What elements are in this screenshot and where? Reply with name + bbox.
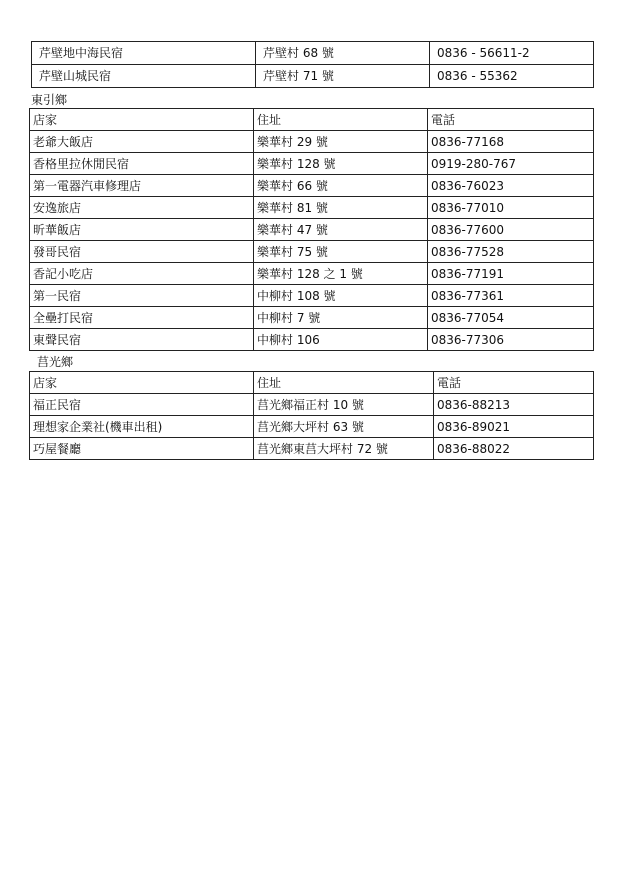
table-row bbox=[32, 65, 594, 88]
header-phone: 電話 bbox=[428, 109, 594, 131]
store-name-cell: 第一民宿 bbox=[30, 285, 254, 307]
address-cell: 樂華村 128 號 bbox=[254, 153, 428, 175]
table-row bbox=[30, 153, 594, 175]
address-cell: 樂華村 128 之 1 號 bbox=[254, 263, 428, 285]
table-row bbox=[30, 307, 594, 329]
table-row bbox=[30, 241, 594, 263]
phone-cell: 0836-76023 bbox=[428, 175, 594, 197]
phone-cell: 0836-77010 bbox=[428, 197, 594, 219]
address-cell: 莒光鄉大坪村 63 號 bbox=[254, 416, 434, 438]
phone-cell: 0836-77306 bbox=[428, 329, 594, 351]
table-row bbox=[30, 197, 594, 219]
phone-cell: 0836-88022 bbox=[434, 438, 594, 460]
section-title-juguang: 莒光鄉 bbox=[37, 355, 74, 369]
address-cell: 莒光鄉東莒大坪村 72 號 bbox=[254, 438, 434, 460]
phone-cell: 0836-88213 bbox=[434, 394, 594, 416]
phone-cell: 0836-89021 bbox=[434, 416, 594, 438]
store-name-cell: 全壘打民宿 bbox=[30, 307, 254, 329]
table-header-row bbox=[30, 372, 594, 394]
store-name-cell: 安逸旅店 bbox=[30, 197, 254, 219]
table-row bbox=[30, 394, 594, 416]
dongyin-table bbox=[29, 108, 594, 351]
header-phone: 電話 bbox=[434, 372, 594, 394]
header-store: 店家 bbox=[30, 372, 254, 394]
store-name-cell: 芹壁山城民宿 bbox=[32, 65, 256, 88]
address-cell: 樂華村 75 號 bbox=[254, 241, 428, 263]
table-row bbox=[30, 131, 594, 153]
store-name-cell: 香記小吃店 bbox=[30, 263, 254, 285]
store-name-cell: 昕華飯店 bbox=[30, 219, 254, 241]
address-cell: 樂華村 66 號 bbox=[254, 175, 428, 197]
store-name-cell: 巧屋餐廳 bbox=[30, 438, 254, 460]
phone-cell: 0836-77054 bbox=[428, 307, 594, 329]
store-name-cell: 發哥民宿 bbox=[30, 241, 254, 263]
table-row bbox=[30, 285, 594, 307]
juguang-table bbox=[29, 371, 594, 460]
table-row bbox=[30, 175, 594, 197]
address-cell: 中柳村 108 號 bbox=[254, 285, 428, 307]
store-name-cell: 福正民宿 bbox=[30, 394, 254, 416]
table-row bbox=[30, 263, 594, 285]
phone-cell: 0919-280-767 bbox=[428, 153, 594, 175]
top-table bbox=[31, 41, 594, 88]
store-name-cell: 理想家企業社(機車出租) bbox=[30, 416, 254, 438]
table-header-row bbox=[30, 109, 594, 131]
store-name-cell: 第一電器汽車修理店 bbox=[30, 175, 254, 197]
phone-cell: 0836 - 56611-2 bbox=[430, 42, 594, 65]
phone-cell: 0836-77528 bbox=[428, 241, 594, 263]
table-row bbox=[30, 438, 594, 460]
address-cell: 芹壁村 71 號 bbox=[256, 65, 430, 88]
address-cell: 樂華村 81 號 bbox=[254, 197, 428, 219]
header-address: 住址 bbox=[254, 109, 428, 131]
header-address: 住址 bbox=[254, 372, 434, 394]
store-name-cell: 東聲民宿 bbox=[30, 329, 254, 351]
table-row bbox=[30, 329, 594, 351]
address-cell: 樂華村 47 號 bbox=[254, 219, 428, 241]
store-name-cell: 芹壁地中海民宿 bbox=[32, 42, 256, 65]
store-name-cell: 老爺大飯店 bbox=[30, 131, 254, 153]
address-cell: 芹壁村 68 號 bbox=[256, 42, 430, 65]
phone-cell: 0836-77191 bbox=[428, 263, 594, 285]
table-row bbox=[30, 416, 594, 438]
header-store: 店家 bbox=[30, 109, 254, 131]
phone-cell: 0836 - 55362 bbox=[430, 65, 594, 88]
address-cell: 莒光鄉福正村 10 號 bbox=[254, 394, 434, 416]
phone-cell: 0836-77600 bbox=[428, 219, 594, 241]
address-cell: 中柳村 106 bbox=[254, 329, 428, 351]
table-row bbox=[30, 219, 594, 241]
store-name-cell: 香格里拉休閒民宿 bbox=[30, 153, 254, 175]
phone-cell: 0836-77361 bbox=[428, 285, 594, 307]
address-cell: 中柳村 7 號 bbox=[254, 307, 428, 329]
address-cell: 樂華村 29 號 bbox=[254, 131, 428, 153]
table-row bbox=[32, 42, 594, 65]
section-title-dongyin: 東引鄉 bbox=[31, 93, 68, 107]
phone-cell: 0836-77168 bbox=[428, 131, 594, 153]
